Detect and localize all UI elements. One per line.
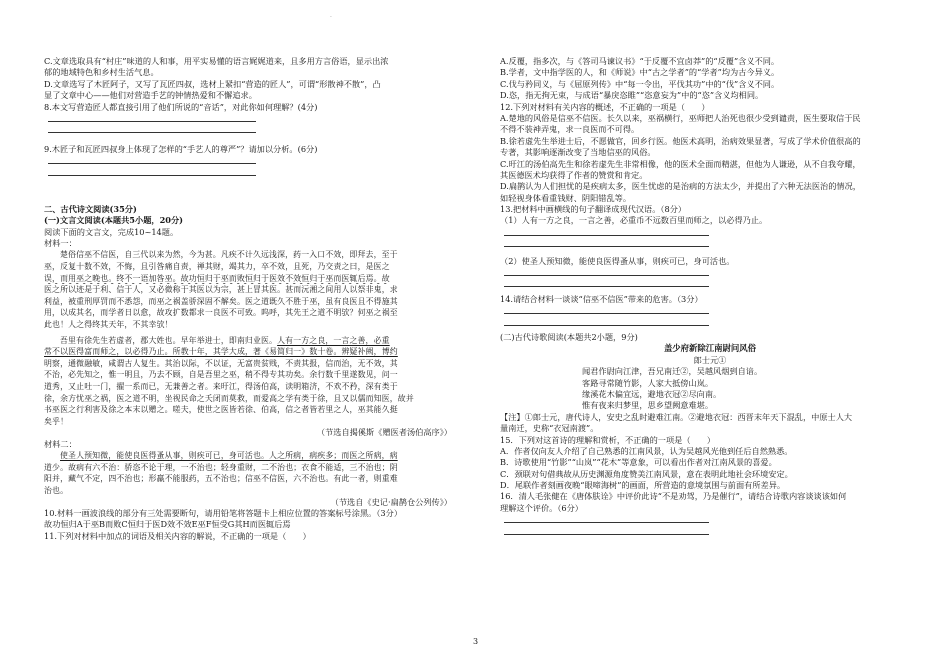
passage-line-underlined: 常不以医得富而师之，以必得乃止。所教十年，其学大成，著《易简归一》数十卷。辨疑补阙，博约 bbox=[44, 347, 398, 357]
q7-line: 显了文章中心——他们对营造手艺的钟情热爱和不懈追求。 bbox=[44, 90, 257, 101]
material-2-label: 材料二： bbox=[44, 438, 77, 449]
passage-line: 书巫医之行利害及徐之本末以赠之。嗟夫，使世之医皆若徐、伯高，信之者皆若里之人，巫其能久挺 bbox=[44, 405, 398, 415]
q13-part-2: （2）使圣人预知微，能使良医得蚤从事，则疾可已，身可活也。 bbox=[500, 255, 735, 266]
q15-option-b: B．诗歌使用“竹影”“山岚”“花木”等意象，可以看出作者对江南风景的喜爱。 bbox=[500, 457, 777, 468]
q15-option-a: A．作者仅向友人介绍了自己熟悉的江南风景，认为吴越风光他到任后自然熟悉。 bbox=[500, 445, 793, 456]
passage-line: 徐，余方忧巫之祸，医之道不明，坐视民命之夭闭而莫救，而爱高之学有类于徐，且又以儒而知医，故并 bbox=[44, 393, 414, 403]
q7-line: D.文章选写了木匠阿子，又写了瓦匠四叔，选材上紧扣“营造的匠人”，可谓“形散神不散”，凸 bbox=[44, 78, 381, 89]
q7-line: 郁的地域特色和乡村生活气息。 bbox=[44, 67, 159, 78]
poem-section-title: (二)古代诗歌阅读(本题共2小题，9分) bbox=[500, 331, 638, 342]
section-title: 二、古代诗文阅读(35分) bbox=[44, 203, 137, 214]
passage-line: 矣乎！ bbox=[44, 416, 69, 426]
answer-line[interactable] bbox=[500, 238, 920, 249]
passage-line-wavy: 误，而用巫之晚也。终不一语加咎巫。故功恒归于巫而败恒归于医效不效恒归于巫而医辄后焉。故 bbox=[44, 273, 390, 283]
material-1-source: （节选自揭傒斯《赠医者汤伯高序》） bbox=[316, 427, 452, 438]
q11-option-b: B.学者，文中指学医的人，和《师说》中“古之学者”的“学者”均为古今异义。 bbox=[500, 67, 780, 78]
q16-text: 16．清人毛张健在《唐体肤诠》中评价此诗“不是劝驾，乃是催行”，请结合诗歌内容谈谈该如何 bbox=[500, 491, 847, 502]
answer-line[interactable] bbox=[500, 227, 920, 238]
q12-option-line: 其医德医术均获得了作者的赞赏和肯定。 bbox=[500, 169, 648, 180]
instruction-text: 阅读下面的文言文，完成10~14题。 bbox=[44, 226, 179, 237]
passage-line: 吾里有徐先生若虚者，郡大姓也。早年举进士，即南归业医。人有一方之良，一言之善，必重 bbox=[60, 335, 390, 345]
q12-option-line: 不得不装神弄鬼，求一良医而不可得。 bbox=[500, 124, 640, 135]
poem-title: 盖少府新除江南尉问风俗 bbox=[663, 343, 757, 354]
poem-note: 量南迁，史称“衣冠南渡”。 bbox=[500, 423, 599, 434]
q12-option-line: 如轻视身体看重钱财、阴阳错乱等。 bbox=[500, 192, 632, 203]
q13-part-1: （1）人有一方之良，一言之善，必重币不远数百里而师之，以必得乃止。 bbox=[500, 215, 768, 226]
passage-line: 医之所以迹是于利、信于人，又必微称于其医以为宗，甚上冒其医。甚而沅湘之间用人以祭非鬼，求 bbox=[44, 285, 398, 295]
passage-line-underlined: 使圣人预知微，能使良医得蚤从事，则疾可已，身可活也。人之所病，病疾多；而医之所病，病 bbox=[60, 451, 398, 461]
q12-option-line: C.旴江的汤伯高先生和徐若虚先生非常相像，他的医术全面而精湛，但他为人谦逊，从不自我夸耀， bbox=[500, 158, 861, 169]
answer-line[interactable] bbox=[44, 155, 464, 166]
right-column bbox=[500, 56, 920, 537]
passage-line: 巫，反复十数不效，不悔，且引咎痛自责，禅其财，竭其力，卒不效，且死，乃交责之曰，是医之 bbox=[44, 262, 390, 272]
poem-author: 郎士元① bbox=[693, 354, 727, 365]
answer-line[interactable] bbox=[500, 526, 920, 537]
answer-line[interactable] bbox=[500, 267, 920, 278]
poem-line: 客路寻常随竹影，人家大抵傍山岚。 bbox=[582, 377, 714, 388]
q12-option-line: 专著，其影响逐渐改变了当地信巫的风俗。 bbox=[500, 147, 656, 158]
answer-line[interactable] bbox=[500, 305, 920, 316]
answer-line[interactable] bbox=[44, 113, 464, 124]
q12-option-line: B.徐若虚先生举进士后，不愿做官，回乡行医。他医术高明，治病效果显著，写成了学术价值很高的 bbox=[500, 135, 861, 146]
q12-text: 12.下列对材料有关内容的概述，不正确的一项是（ ） bbox=[500, 101, 710, 112]
poem-line: 缘溪花木偏宜远，避地衣冠②尽向南。 bbox=[582, 388, 722, 399]
answer-line[interactable] bbox=[44, 124, 464, 135]
page-mark: · bbox=[330, 14, 332, 21]
left-column bbox=[44, 56, 464, 542]
q11-option-c: C.伐与矜同义，与《屈原列传》中“每一令出，平伐其功”中的“伐”含义不同。 bbox=[500, 78, 780, 89]
passage-line: 利益，被重刑厚罚而不悉怨，而巫之祸盖骄深固不解矣。医之道既久不胜于巫，虽有良医且不得施其 bbox=[44, 296, 398, 306]
answer-line[interactable] bbox=[500, 317, 920, 328]
q12-option-line: D.扁鹊认为人们担忧的是疾病太多，医生忧虑的是治病的方法太少，并提出了六种无法医治的情况， bbox=[500, 181, 861, 192]
passage-line: 明察，通微融敏，咸谓古人复生。其治以际，不以证，无富贵贫贱，不责其报，信而治，无不效，其 bbox=[44, 358, 398, 368]
q10-options: 故功恒归A于巫B而败C恒归于医D效不效E巫F恒受G其H而医辄后焉 bbox=[44, 519, 291, 530]
poem-line: 闻君作尉向江津，吾兄南迁②，吴越风烟到自谙。 bbox=[582, 366, 763, 377]
material-2-passage bbox=[44, 450, 464, 496]
passage-line: 用，以成其名，而学者日以愈，故攻扩数都求一良医不可致。呜呼，其先王之道不明欤？何巫之祸至 bbox=[44, 308, 398, 318]
answer-line[interactable] bbox=[500, 514, 920, 525]
answer-line[interactable] bbox=[44, 167, 464, 178]
page-number: 3 bbox=[473, 637, 479, 646]
q12-option-line: A.楚地的风俗是信巫不信医。长久以来，巫祸横行，巫师把人治死也很少受到谴责，医生要取信于民 bbox=[500, 112, 861, 123]
q15-option-d: D．尾联作者刻画夜晚“眼啼海树”的画面，所营造的意境氛围与前面有所差异。 bbox=[500, 480, 786, 491]
material-1-paragraph-2 bbox=[44, 335, 464, 428]
q9-text: 9.木匠子和瓦匠四叔身上体现了怎样的“手艺人的尊严”？请加以分析。(6分) bbox=[44, 143, 318, 154]
passage-line: 阳并，藏气不定，四不治也；形羸不能服药，五不治也；信巫不信医，六不治也。有此一者，则重难 bbox=[44, 474, 398, 484]
poem-note: 【注】①郎士元，唐代诗人，安史之乱时避难江南。②避地衣冠：西晋末年天下混乱，中原士人大 bbox=[500, 411, 853, 422]
passage-line: 治也。 bbox=[44, 485, 69, 495]
answer-line[interactable] bbox=[500, 278, 920, 289]
q13-text: 13.把材料中画横线的句子翻译成现代汉语。（8分） bbox=[500, 204, 687, 215]
q15-text: 15．下列对这首诗的理解和赏析，不正确的一项是（ ） bbox=[500, 434, 716, 445]
passage-line: 道少。故病有六不治：骄恣不论于理，一不治也；轻身重财，二不治也；衣食不能适，三不治也；阴 bbox=[44, 462, 398, 472]
passage-line: 此也！人之得终其天年，不其幸欤！ bbox=[44, 320, 173, 330]
material-1-label: 材料一： bbox=[44, 238, 77, 249]
underlined-sentence: 人有一方之良，一言之善，必重 bbox=[277, 335, 390, 345]
passage-line: 楚俗信巫不信医，自三代以来为然，今为甚。凡疾不计久远浅深，药一入口不效，即拜去，至于 bbox=[60, 250, 398, 260]
q11-text: 11.下列对材料中加点的词语及相关内容的解说，不正确的一项是（ ） bbox=[44, 530, 311, 541]
poem-line: 惟有夜来归梦里，思乡望阙意难堪。 bbox=[582, 400, 714, 411]
q7-line: C.文章选取具有“村庄”味道的人和事，用平实易懂的语言娓娓道来，且多用方言俗语，显示出浓 bbox=[44, 56, 389, 66]
section-subtitle: (一)文言文阅读(本题共5小题，20分) bbox=[44, 215, 184, 226]
q10-text: 10.材料一画波浪线的部分有三处需要断句，请用铅笔将答题卡上相应位置的答案标号涂黑。（3分） bbox=[44, 507, 403, 518]
q11-option-d: D.恣，指无拘无束，与成语“暴戾恣睢”“恣意妄为”中的“恣”含义均相同。 bbox=[500, 90, 764, 101]
q15-option-c: C．颈联对句借典故从历史渊源角度赞美江南风景，意在表明此地社会环境安定。 bbox=[500, 468, 793, 479]
q8-text: 8.本文写营造匠人都直接引用了他们所说的“音话”，对此你如何理解？(4分) bbox=[44, 101, 318, 112]
material-2-source: （节选自《史记·扁鹊仓公列传》） bbox=[330, 496, 452, 507]
q14-text: 14.请结合材料一谈谈“信巫不信医”带来的危害。（3分） bbox=[500, 293, 703, 304]
passage-line: 道秀，又止吐一门，擢一系而已，无兼善之者。来旴江，得汤伯高，读明箱济，不欢不矜，深有类于 bbox=[44, 382, 398, 391]
q11-option-a: A.反覆，指多次，与《答司马谏议书》“于反覆不宜卤莽”的“反覆”含义不同。 bbox=[500, 56, 780, 66]
passage-line: 不治，必先知之，惟一明且，乃去不顾，自是吾里之巫，稍不得专其功矣。余行数千里遂数见，问一 bbox=[44, 370, 398, 380]
material-1-paragraph-1 bbox=[44, 249, 464, 330]
q16-text: 理解这个评价。（6分） bbox=[500, 502, 583, 513]
